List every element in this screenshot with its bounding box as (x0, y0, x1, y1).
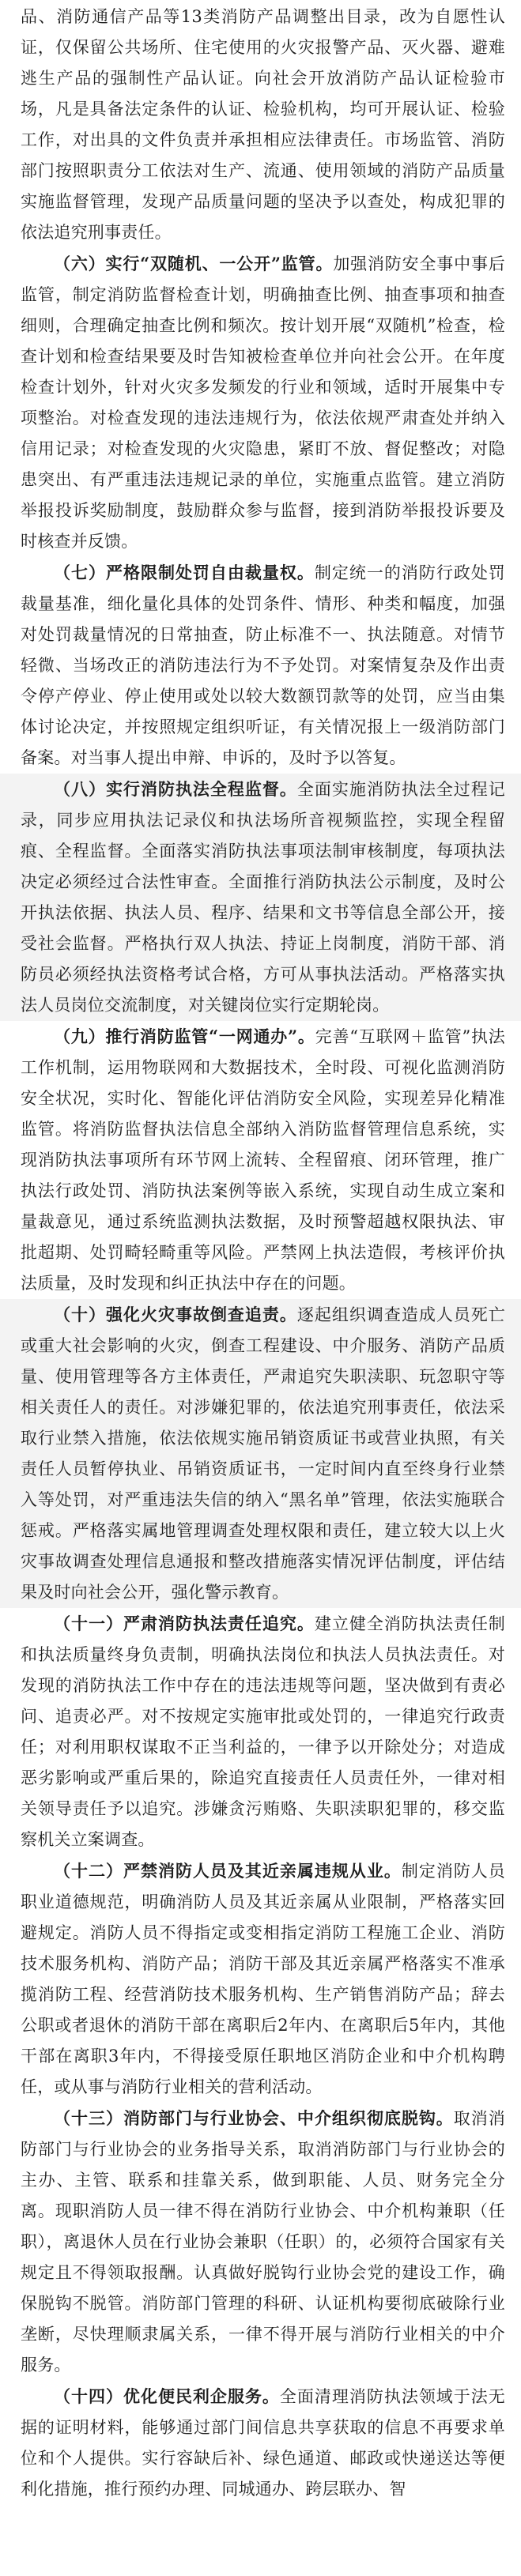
paragraph-body: 逐起组织调查造成人员死亡或重大社会影响的火灾，倒查工程建设、中介服务、消防产品质量、使用管理等各方主体责任，严肃追究失职渎职、玩忽职守等相关责任人的责任。对涉嫌犯罪的，依法追究刑事责任，依法采取行业禁入措施，依法依规实施吊销资质证书或营业执照，有关责任人员暂停执业、吊销资质证书，一定时间内直至终身行业禁入等处罚，对严重违法失信的纳入“黑名单”管理，依法实施联合惩戒。严格落实属地管理调查处理权限和责任，建立较大以上火灾事故调查处理信息通报和整改措施落实情况评估制度，评估结果及时向社会公开，强化警示教育。 (21, 1305, 505, 1602)
paragraph-body: 制定统一的消防行政处罚裁量基准，细化量化具体的处罚条件、情形、种类和幅度，加强对处罚裁量情况的日常抽查，防止标准不一、执法随意。对情节轻微、当场改正的消防违法行为不予处罚。对案情复杂及作出责令停产停业、停止使用或处以较大数额罚款等的处罚，应当由集体讨论决定，并按照规定组织听证，有关情况报上一级消防部门备案。对当事人提出申辩、申诉的，及时予以答复。 (21, 563, 506, 767)
paragraph-heading: （十一）严肃消防执法责任追究。 (54, 1614, 315, 1633)
paragraph-heading: （七）严格限制处罚自由裁量权。 (54, 563, 315, 582)
paragraph-body: 全面清理消防执法领域于法无据的证明材料，能够通过部门间信息共享获取的信息不再要求单位和个人提供。实行容缺后补、绿色通道、邮政或快递送达等便利化措施，推行预约办理、同城通办、跨层联办、智 (21, 2387, 505, 2499)
paragraph-6-double-random-supervision (21, 248, 505, 557)
paragraph-11-enforcement-responsibility (21, 1608, 505, 1855)
paragraph-heading: （十）强化火灾事故倒查追责。 (54, 1305, 297, 1324)
paragraph-12-staff-employment-ban (21, 1855, 505, 2103)
paragraph-body: 加强消防安全事中事后监管，制定消防监督检查计划，明确抽查比例、抽查事项和抽查细则，合理确定抽查比例和频次。按计划开展“双随机”检查，检查计划和检查结果要及时告知被检查单位并向社会公开。在年度检查计划外，针对火灾多发频发的行业和领域，适时开展集中专项整治。对检查发现的违法违规行为，依法依规严肃查处并纳入信用记录；对检查发现的火灾隐患，紧盯不放、督促整改；对隐患突出、有严重违法违规记录的单位，实施重点监管。建立消防举报投诉奖励制度，鼓励群众参与监督，接到消防举报投诉要及时核查并反馈。 (21, 254, 506, 551)
paragraph-heading: （十二）严禁消防人员及其近亲属违规从业。 (54, 1861, 402, 1881)
paragraph-10-fire-accountability (0, 1299, 521, 1608)
paragraph-heading: （九）推行消防监管“一网通办”。 (54, 1026, 315, 1046)
paragraph-heading: （十三）消防部门与行业协会、中介组织彻底脱钩。 (54, 2108, 454, 2128)
paragraph-heading: （十四）优化便民利企服务。 (54, 2386, 280, 2406)
paragraph-continuation (21, 2, 505, 248)
paragraph-14-convenience-services (21, 2381, 505, 2505)
paragraph-7-discretion-limit (21, 557, 505, 774)
paragraph-body: 取消消防部门与行业协会的业务指导关系，取消消防部门与行业协会的主办、主管、联系和挂靠关系，做到职能、人员、财务完全分离。现职消防人员一律不得在消防行业协会、中介机构兼职（任职），离退休人员在行业协会兼职（任职）的，必须符合国家有关规定且不得领取报酬。认真做好脱钩行业协会党的建设工作，确保脱钩不脱管。消防部门管理的科研、认证机构要彻底破除行业垄断，尽快理顺隶属关系，一律不得开展与消防行业相关的中介服务。 (21, 2109, 505, 2375)
paragraph-body: 制定消防人员职业道德规范，明确消防人员及其近亲属从业限制，严格落实回避规定。消防人员不得指定或变相指定消防工程施工企业、消防技术服务机构、消防产品；消防干部及其近亲属严格落实不准承揽消防工程、经营消防技术服务机构、生产销售消防产品；辞去公职或者退休的消防干部在离职后2年内、在离职后5年内，其他干部在离职3年内，不得接受原任职地区消防企业和中介机构聘任，或从事与消防行业相关的营利活动。 (21, 1862, 506, 2096)
paragraph-body: 完善“互联网＋监管”执法工作机制，运用物联网和大数据技术，全时段、可视化监测消防安全状况，实时化、智能化评估消防安全风险，实现差异化精准监管。将消防监督执法信息全部纳入消防监督管理信息系统，实现消防执法事项所有环节网上流转、全程留痕、闭环管理，推广执法行政处罚、消防执法案例等嵌入系统，实现自动生成立案和量裁意见，通过系统监测执法数据，及时预警超越权限执法、审批超期、处罚畸轻畸重等风险。严禁网上执法造假，考核评价执法质量，及时发现和纠正执法中存在的问题。 (21, 1027, 505, 1293)
paragraph-8-full-process-supervision (0, 774, 521, 1021)
paragraph-13-decoupling-associations (21, 2103, 505, 2381)
paragraph-body: 品、消防通信产品等13类消防产品调整出目录，改为自愿性认证，仅保留公共场所、住宅使用的火灾报警产品、灭火器、避难逃生产品的强制性产品认证。向社会开放消防产品认证检验市场，凡是具备法定条件的认证、检验机构，均可开展认证、检验工作，对出具的文件负责并承担相应法律责任。市场监管、消防部门按照职责分工依法对生产、流通、使用领域的消防产品质量实施监督管理，发现产品质量问题的坚决予以查处，构成犯罪的依法追究刑事责任。 (21, 7, 505, 242)
paragraph-9-one-network-service (21, 1021, 505, 1299)
paragraph-heading: （六）实行“双随机、一公开”监管。 (54, 254, 334, 273)
paragraph-heading: （八）实行消防执法全程监督。 (54, 779, 297, 799)
paragraph-body: 全面实施消防执法全过程记录，同步应用执法记录仪和执法场所音视频监控，实现全程留痕、全程监督。全面落实消防执法事项法制审核制度，每项执法决定必须经过合法性审查。全面推行消防执法公示制度，及时公开执法依据、执法人员、程序、结果和文书等信息全部公开，接受社会监督。严格执行双人执法、持证上岗制度，消防干部、消防员必须经执法资格考试合格，方可从事执法活动。严格落实执法人员岗位交流制度，对关键岗位实行定期轮岗。 (21, 780, 505, 1015)
paragraph-body: 建立健全消防执法责任制和执法质量终身负责制，明确执法岗位和执法人员执法责任。对发现的消防执法工作中存在的违法违规等问题，坚决做到有责必问、追责必严。对不按规定实施审批或处罚的，一律追究行政责任；对利用职权谋取不正当利益的，一律予以开除处分；对造成恶劣影响或严重后果的，除追究直接责任人员责任外，一律对相关领导责任予以追究。涉嫌贪污贿赂、失职渎职犯罪的，移交监察机关立案调查。 (21, 1614, 506, 1849)
